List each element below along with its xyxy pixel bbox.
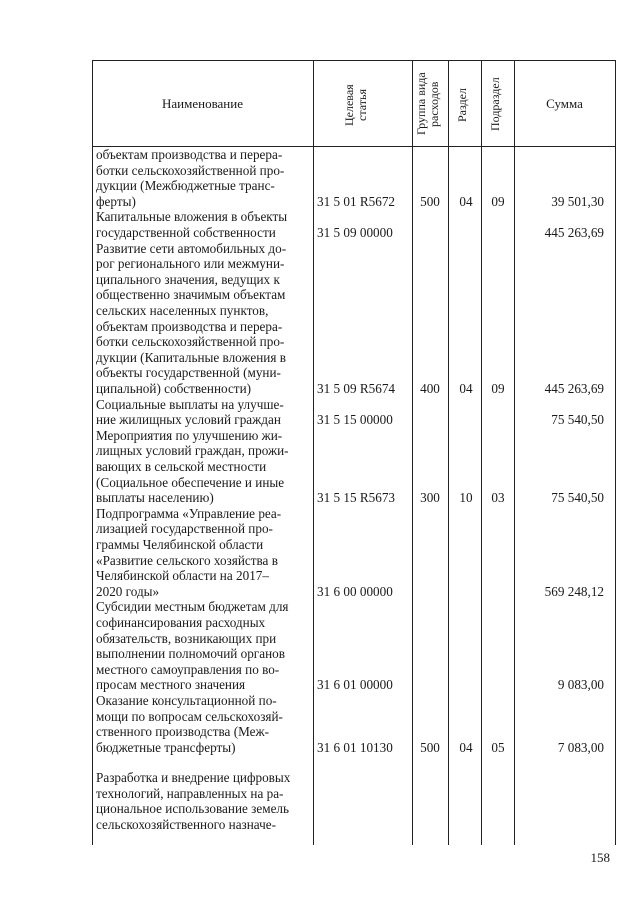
row-code: 31 5 09 R5674 bbox=[317, 380, 396, 396]
row-sum: 39 501,30 bbox=[551, 193, 604, 209]
row-section: 04 bbox=[459, 380, 473, 396]
row-subsection: 05 bbox=[491, 739, 505, 755]
row-name: объектам производства и перера- ботки сельскохозяйственной про- дукции (Межбюджетные транс- ферты) bbox=[96, 147, 285, 209]
row-name: Развитие сети автомобильных до- рог регионального или межмуни- ципального значения, ведущих к общественно значимым объектам сельских населенных пунктов, объектам производства и перера- ботки сельскохозяйственной про- дукции (Капитальные вложения в объекты государственной (муни- ципальной) собственности) bbox=[96, 240, 287, 396]
row-section: 10 bbox=[459, 490, 473, 506]
row-sum: 75 540,50 bbox=[551, 490, 604, 506]
column-divider bbox=[481, 60, 482, 845]
row-subsection: 09 bbox=[491, 380, 505, 396]
row-sum: 445 263,69 bbox=[544, 224, 604, 240]
header-subsection: Подраздел bbox=[488, 77, 502, 131]
header-target: Целевая статья bbox=[342, 84, 369, 126]
row-group: 400 bbox=[420, 380, 440, 396]
page-number: 158 bbox=[590, 850, 610, 865]
table-right-border bbox=[615, 60, 616, 845]
row-sum: 75 540,50 bbox=[551, 412, 604, 428]
column-divider bbox=[412, 60, 413, 845]
row-section: 04 bbox=[459, 739, 473, 755]
row-name: Мероприятия по улучшению жи- лищных условий граждан, прожи- вающих в сельской местности (Социальное обеспечение и иные выплаты населению) bbox=[96, 427, 289, 506]
row-code: 31 6 01 10130 bbox=[317, 739, 393, 755]
row-name: Разработка и внедрение цифровых технологий, направленных на ра- циональное использование земель сельскохозяйственного назначе- bbox=[96, 770, 291, 832]
row-subsection: 09 bbox=[491, 193, 505, 209]
table-left-border bbox=[92, 60, 93, 845]
column-divider bbox=[514, 60, 515, 845]
row-code: 31 5 15 R5673 bbox=[317, 490, 396, 506]
row-name: Социальные выплаты на улучше- ние жилищных условий граждан bbox=[96, 396, 284, 428]
row-sum: 9 083,00 bbox=[557, 677, 604, 693]
row-code: 31 5 01 R5672 bbox=[317, 193, 396, 209]
row-group: 500 bbox=[420, 193, 440, 209]
row-name: Капитальные вложения в объекты государственной собственности bbox=[96, 209, 288, 240]
row-code: 31 5 09 00000 bbox=[317, 224, 393, 240]
header-group: Группа вида расходов bbox=[414, 72, 441, 136]
header-sum: Сумма bbox=[546, 96, 583, 111]
table-top-border bbox=[92, 60, 615, 61]
row-group: 500 bbox=[420, 739, 440, 755]
row-name: Субсидии местным бюджетам для софинансирования расходных обязательств, возникающих при выполнении полномочий органов местного самоуправления по во- просам местного значения bbox=[96, 599, 289, 693]
row-group: 300 bbox=[420, 490, 440, 506]
row-sum: 569 248,12 bbox=[544, 583, 604, 599]
header-name: Наименование bbox=[162, 96, 243, 111]
row-code: 31 5 15 00000 bbox=[317, 412, 393, 428]
row-name: Оказание консультационной по- мощи по вопросам сельскохозяй- ственного производства (Меж- бюджетные трансферты) bbox=[96, 693, 283, 755]
header-section: Раздел bbox=[455, 88, 469, 122]
row-sum: 445 263,69 bbox=[544, 380, 604, 396]
row-code: 31 6 00 00000 bbox=[317, 583, 393, 599]
row-code: 31 6 01 00000 bbox=[317, 677, 393, 693]
column-divider bbox=[313, 60, 314, 845]
row-subsection: 03 bbox=[491, 490, 505, 506]
row-sum: 7 083,00 bbox=[557, 739, 604, 755]
row-section: 04 bbox=[459, 193, 473, 209]
row-name: Подпрограмма «Управление реа- лизацией государственной про- граммы Челябинской области «Развитие сельского хозяйства в Челябинской области на 2017– 2020 годы» bbox=[96, 505, 282, 599]
column-divider bbox=[448, 60, 449, 845]
